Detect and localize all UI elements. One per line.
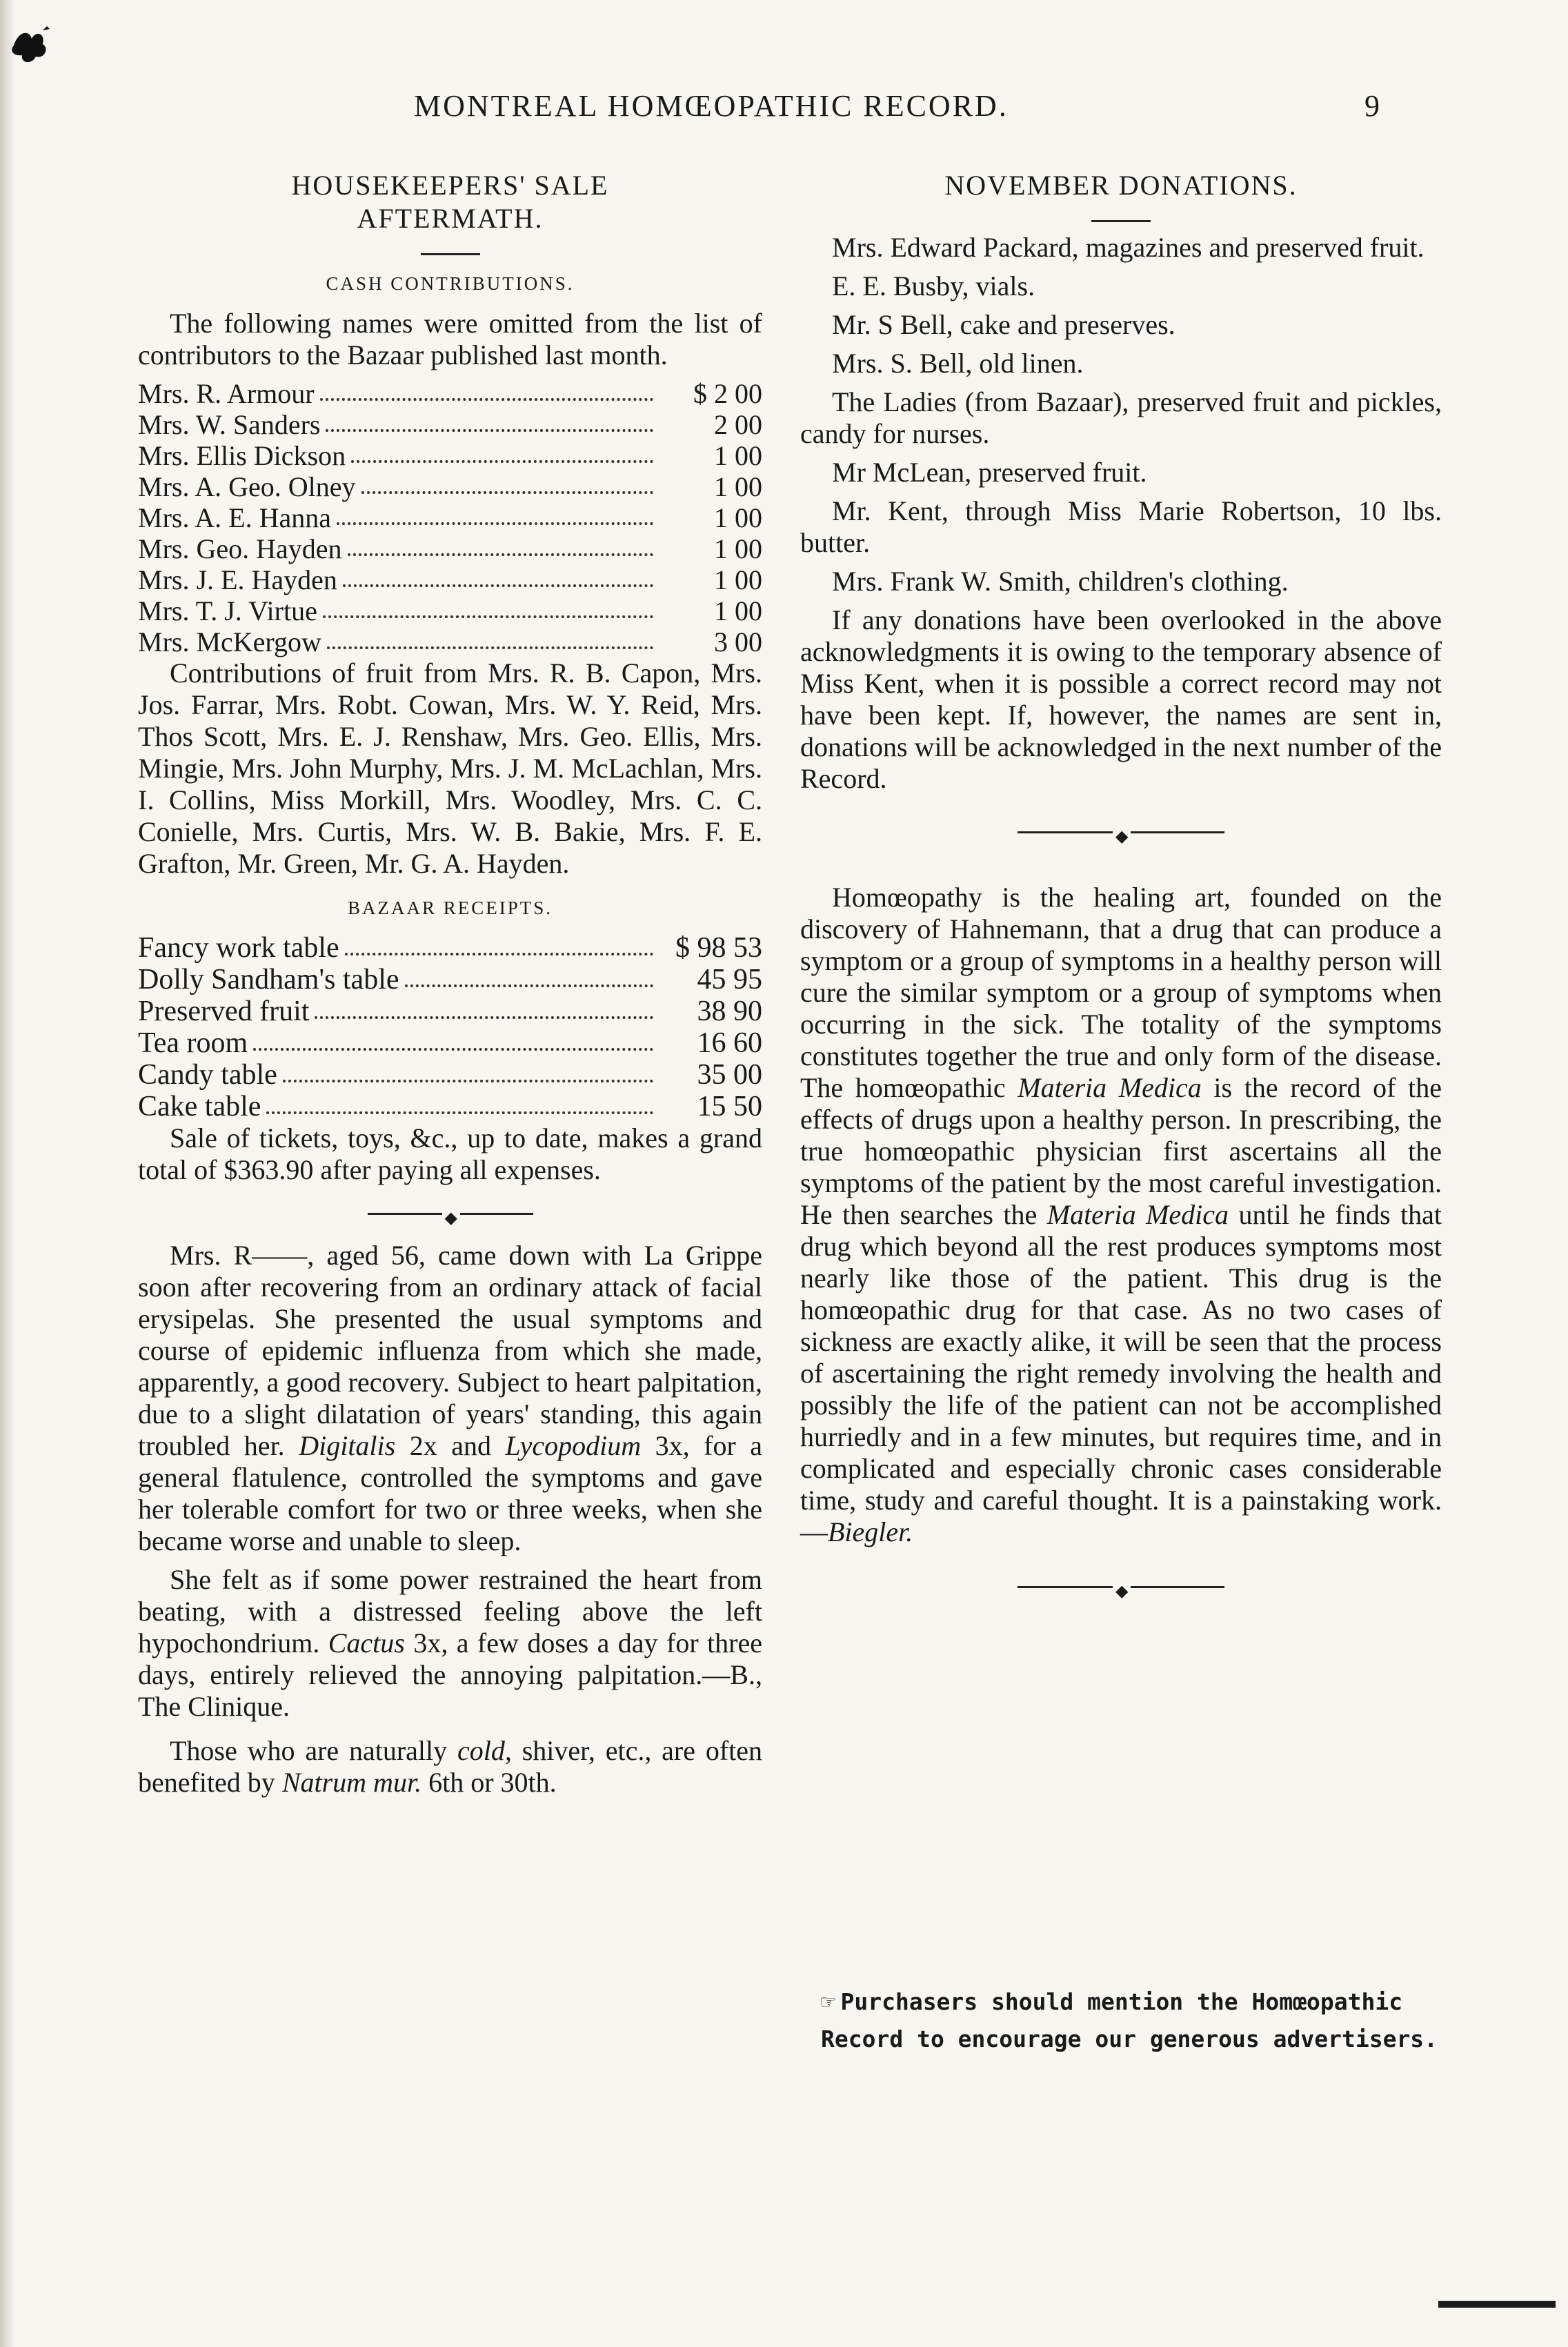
donation-item: The Ladies (from Bazaar), preserved fruit and pickles, candy for nurses.	[800, 386, 1442, 449]
title-rule	[421, 253, 480, 255]
dot-leader	[315, 1016, 653, 1019]
receipt-row-name: Preserved fruit	[138, 996, 310, 1027]
dot-leader	[405, 984, 653, 987]
article-title-line1: HOUSEKEEPERS' SALE	[291, 170, 609, 201]
section-divider-ornament	[368, 1205, 533, 1222]
ink-blot-mark	[8, 26, 52, 66]
cash-contribution-row	[138, 378, 762, 409]
grand-total-paragraph: Sale of tickets, toys, &c., up to date, makes a grand total of $363.90 after paying all expenses.	[138, 1122, 762, 1185]
dot-leader	[320, 398, 653, 401]
cash-contribution-row	[138, 409, 762, 440]
dot-leader	[345, 953, 653, 955]
donation-item: Mrs. Frank W. Smith, children's clothing.	[832, 566, 1289, 597]
remedy-natrum-mur: Natrum mur.	[281, 1767, 422, 1798]
cash-contribution-row-amount: 2 00	[714, 409, 762, 440]
fruit-contributions-paragraph: Contributions of fruit from Mrs. R. B. Capon, Mrs. Jos. Farrar, Mrs. Robt. Cowan, Mrs. W. Y. Reid, Mrs. Thos Scott, Mrs. E. J. Renshaw, Mrs. Geo. Ellis, Mrs. Mingie, Mrs. John Murphy, Mrs. J. M. McLachlan, Mrs. I. Collins, Miss Morkill, Mrs. Woodley, Mrs. C. C. Conielle, Mrs. Curtis, Mrs. W. B. Bakie, Mrs. F. E. Grafton, Mr. Green, Mr. G. A. Hayden.	[138, 657, 762, 879]
author-attribution: Biegler.	[828, 1516, 913, 1547]
cash-contribution-row-name: Mrs. W. Sanders	[138, 409, 321, 440]
bazaar-receipts-list	[138, 932, 762, 1122]
donation-item: Mr. Kent, through Miss Marie Robertson, 10 lbs. butter.	[800, 495, 1442, 558]
bazaar-receipts-heading: BAZAAR RECEIPTS.	[347, 898, 553, 918]
cash-contribution-row	[138, 595, 762, 626]
cash-contribution-row	[138, 533, 762, 564]
cold-remedy-paragraph: Those who are naturally cold, shiver, etc., are often benefited by Natrum mur. 6th or 30th.	[138, 1735, 763, 1798]
dot-leader	[266, 1111, 653, 1114]
overlooked-donations-paragraph: If any donations have been overlooked in the above acknowledgments it is owing to the temporary absence of Miss Kent, when it is possible a correct record may not have been kept. If, however, the names are sent in, donations will be acknowledged in the next number of the Record.	[800, 604, 1442, 794]
cash-contribution-row-amount: 1 00	[714, 502, 762, 533]
receipt-row-amount: 15 50	[697, 1091, 762, 1122]
dot-leader	[323, 615, 653, 618]
receipt-row	[138, 1059, 762, 1091]
receipt-row	[138, 1091, 762, 1122]
cash-contribution-row	[138, 564, 762, 595]
donations-title-rule	[1091, 220, 1151, 222]
cash-contribution-row-name: Mrs. T. J. Virtue	[138, 595, 317, 626]
right-column	[800, 169, 1442, 1595]
receipt-row	[138, 1027, 762, 1059]
cash-contribution-row-name: Mrs. Ellis Dickson	[138, 440, 346, 471]
pointing-hand-icon: ☞	[821, 1988, 835, 2016]
page-corner-rule	[1438, 2301, 1556, 2308]
donations-list	[800, 232, 1442, 597]
remedy-digitalis: Digitalis	[299, 1430, 396, 1461]
cash-contribution-row-name: Mrs. Geo. Hayden	[138, 533, 342, 564]
receipt-row-amount: 35 00	[697, 1059, 762, 1091]
advertisers-notice: ☞ Purchasers should mention the Homœopathic Record to encourage our generous advertisers.	[821, 1983, 1442, 2058]
running-title: MONTREAL HOMŒOPATHIC RECORD.	[414, 89, 1009, 123]
donation-item: Mrs. S. Bell, old linen.	[832, 348, 1084, 379]
cash-contribution-row	[138, 471, 762, 502]
donation-item: Mr. S Bell, cake and preserves.	[832, 309, 1175, 340]
dot-leader	[326, 429, 653, 432]
dot-leader	[327, 646, 653, 649]
section-divider-ornament	[1018, 1578, 1224, 1595]
homoeopathy-definition-paragraph: Homœopathy is the healing art, founded on the discovery of Hahnemann, that a drug that can produce a symptom or a group of symptoms in a healthy person will cure the similar symptom or a group of symptoms when occurring in the sick. The totality of the symptoms constitutes together the true and only form of the disease. The homœopathic Materia Medica is the record of the effects of drugs upon a healthy person. In prescribing, the true homœopathic physician first ascertains all the symptoms of the patient by the most careful investigation. He then searches the Materia Medica until he finds that drug which beyond all the rest produces symptoms most nearly like those of the patient. This drug is the homœopathic drug for that case. As no two cases of sickness are exactly alike, it will be seen that the process of ascertaining the right remedy involving the health and possibly the life of the patient can not be accomplished hurriedly and in a few minutes, but requires time, and in complicated and especially chronic cases considerable time, study and careful thought. It is a painstaking work.—Biegler.	[800, 882, 1442, 1547]
cash-contribution-list	[138, 378, 762, 657]
cash-contribution-row-name: Mrs. A. Geo. Olney	[138, 471, 356, 502]
dot-leader	[351, 460, 653, 463]
page-number: 9	[1364, 89, 1380, 123]
cash-contribution-row-amount: 1 00	[714, 471, 762, 502]
cash-contribution-row-amount: 3 00	[714, 626, 762, 657]
page-header	[414, 88, 1380, 130]
cash-contribution-row-amount: 1 00	[714, 533, 762, 564]
cash-contribution-row-name: Mrs. A. E. Hanna	[138, 502, 331, 533]
receipt-row-name: Tea room	[138, 1027, 248, 1059]
case-report-paragraph-2: She felt as if some power restrained the heart from beating, with a distressed feeling above the left hypochondrium. Cactus 3x, a few doses a day for three days, entirely relieved the annoying palpitation.—B., The Clinique.	[138, 1564, 763, 1722]
section-divider-ornament	[1018, 824, 1224, 840]
dot-leader	[348, 553, 654, 556]
cash-contribution-row	[138, 502, 762, 533]
cash-contribution-row-amount: 1 00	[714, 440, 762, 471]
receipt-row	[138, 996, 762, 1027]
cash-contribution-row	[138, 626, 762, 657]
receipt-row-name: Candy table	[138, 1059, 277, 1091]
dot-leader	[337, 522, 653, 525]
receipt-row-name: Dolly Sandham's table	[138, 964, 399, 996]
remedy-cactus: Cactus	[328, 1627, 405, 1658]
donation-item: Mr McLean, preserved fruit.	[832, 457, 1147, 488]
cash-contribution-row-name: Mrs. McKergow	[138, 626, 321, 657]
receipt-row	[138, 932, 762, 964]
dot-leader	[283, 1080, 653, 1082]
cash-contribution-row-amount: $ 2 00	[693, 378, 762, 409]
donations-title: NOVEMBER DONATIONS.	[944, 170, 1298, 201]
receipt-row-name: Cake table	[138, 1091, 261, 1122]
left-column	[138, 169, 762, 1805]
dot-leader	[253, 1048, 653, 1051]
cash-contribution-row	[138, 440, 762, 471]
remedy-lycopodium: Lycopodium	[505, 1430, 642, 1461]
cash-contribution-row-name: Mrs. J. E. Hayden	[138, 564, 337, 595]
receipt-row-amount: $ 98 53	[675, 932, 762, 964]
donation-item: E. E. Busby, vials.	[832, 270, 1035, 301]
scanned-page-edge	[0, 0, 15, 2347]
dot-leader	[361, 491, 653, 494]
cash-contribution-row-name: Mrs. R. Armour	[138, 378, 315, 409]
donation-item: Mrs. Edward Packard, magazines and preserved fruit.	[832, 232, 1425, 263]
cash-contribution-row-amount: 1 00	[714, 595, 762, 626]
receipt-row	[138, 964, 762, 996]
receipt-row-amount: 38 90	[697, 996, 762, 1027]
cash-contributions-heading: CASH CONTRIBUTIONS.	[326, 273, 575, 294]
receipt-row-amount: 45 95	[697, 964, 762, 996]
article-title-line2: AFTERMATH.	[357, 203, 544, 234]
cash-contribution-row-amount: 1 00	[714, 564, 762, 595]
dot-leader	[343, 584, 653, 587]
case-report-paragraph-1: Mrs. R——, aged 56, came down with La Grippe soon after recovering from an ordinary attack of facial erysipelas. She presented the usual symptoms and course of epidemic influenza from which she made, apparently, a good recovery. Subject to heart palpitation, due to a slight dilatation of years' standing, this again troubled her. Digitalis 2x and Lycopodium 3x, for a general flatulence, controlled the symptoms and gave her tolerable comfort for two or three weeks, when she became worse and unable to sleep.	[138, 1240, 763, 1556]
receipt-row-name: Fancy work table	[138, 932, 339, 964]
cash-intro-paragraph: The following names were omitted from the list of contributors to the Bazaar published last month.	[138, 308, 762, 370]
receipt-row-amount: 16 60	[697, 1027, 762, 1059]
